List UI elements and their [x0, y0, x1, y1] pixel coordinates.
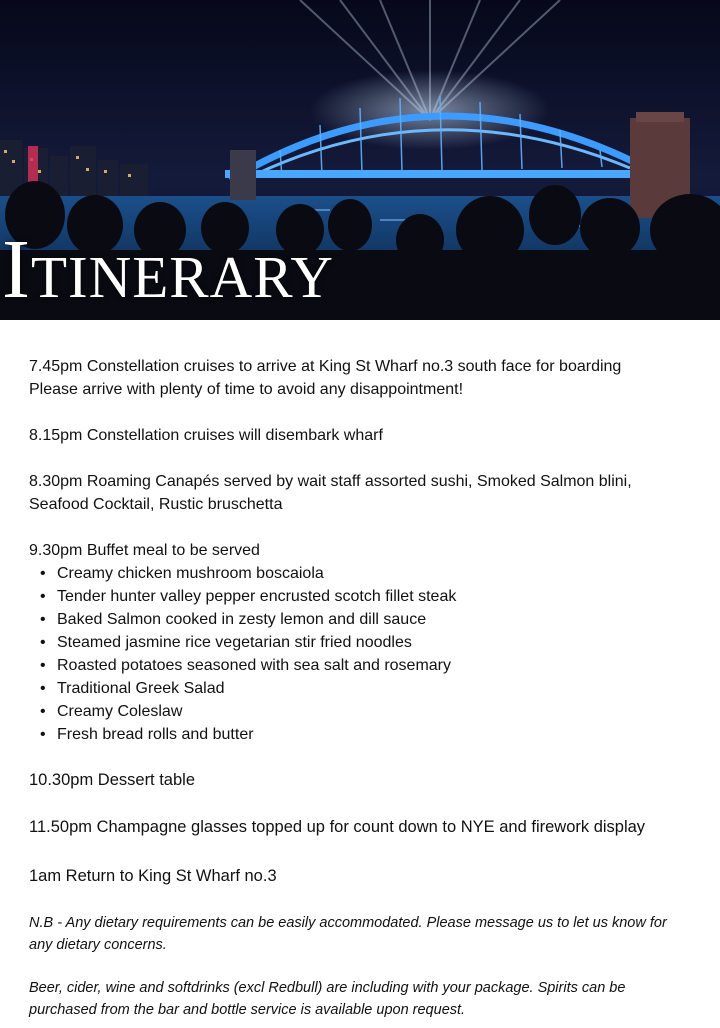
buffet-menu-list [29, 562, 456, 746]
buffet-heading: 9.30pm Buffet meal to be served [29, 542, 260, 559]
canapes-line-2: Seafood Cocktail, Rustic bruschetta [29, 496, 283, 513]
list-item: • Steamed jasmine rice vegetarian stir fried noodles [29, 631, 456, 654]
list-item: • Baked Salmon cooked in zesty lemon and dill sauce [29, 608, 456, 631]
list-item: • Fresh bread rolls and butter [29, 723, 456, 746]
boarding-time: 7.45pm Constellation cruises to arrive at King St Wharf no.3 south face for boarding [29, 358, 622, 375]
hero-banner [0, 0, 720, 320]
list-item: • Creamy Coleslaw [29, 700, 456, 723]
arrival-note: Please arrive with plenty of time to avoid any disappointment! [29, 381, 464, 398]
canapes-line-1: 8.30pm Roaming Canapés served by wait staff assorted sushi, Smoked Salmon blini, [29, 473, 632, 490]
list-item: • Roasted potatoes seasoned with sea salt and rosemary [29, 654, 456, 677]
drinks-note: Beer, cider, wine and softdrinks (excl Redbull) are including with your package. Spirits can be purchased from the bar and bottle service is available upon request. [29, 980, 626, 1018]
list-item: • Creamy chicken mushroom boscaiola [29, 562, 456, 585]
disembark-time: 8.15pm Constellation cruises will disembark wharf [29, 427, 383, 444]
champagne-time: 11.50pm Champagne glasses topped up for count down to NYE and firework display [29, 818, 646, 836]
return-time: 1am Return to King St Wharf no.3 [29, 867, 277, 885]
page-title: Itinerary [2, 223, 334, 316]
list-item: • Tender hunter valley pepper encrusted scotch fillet steak [29, 585, 456, 608]
list-item: • Traditional Greek Salad [29, 677, 456, 700]
dessert-time: 10.30pm Dessert table [29, 771, 196, 789]
dietary-note: N.B - Any dietary requirements can be easily accommodated. Please message us to let us know for any dietary concerns. [29, 915, 667, 953]
